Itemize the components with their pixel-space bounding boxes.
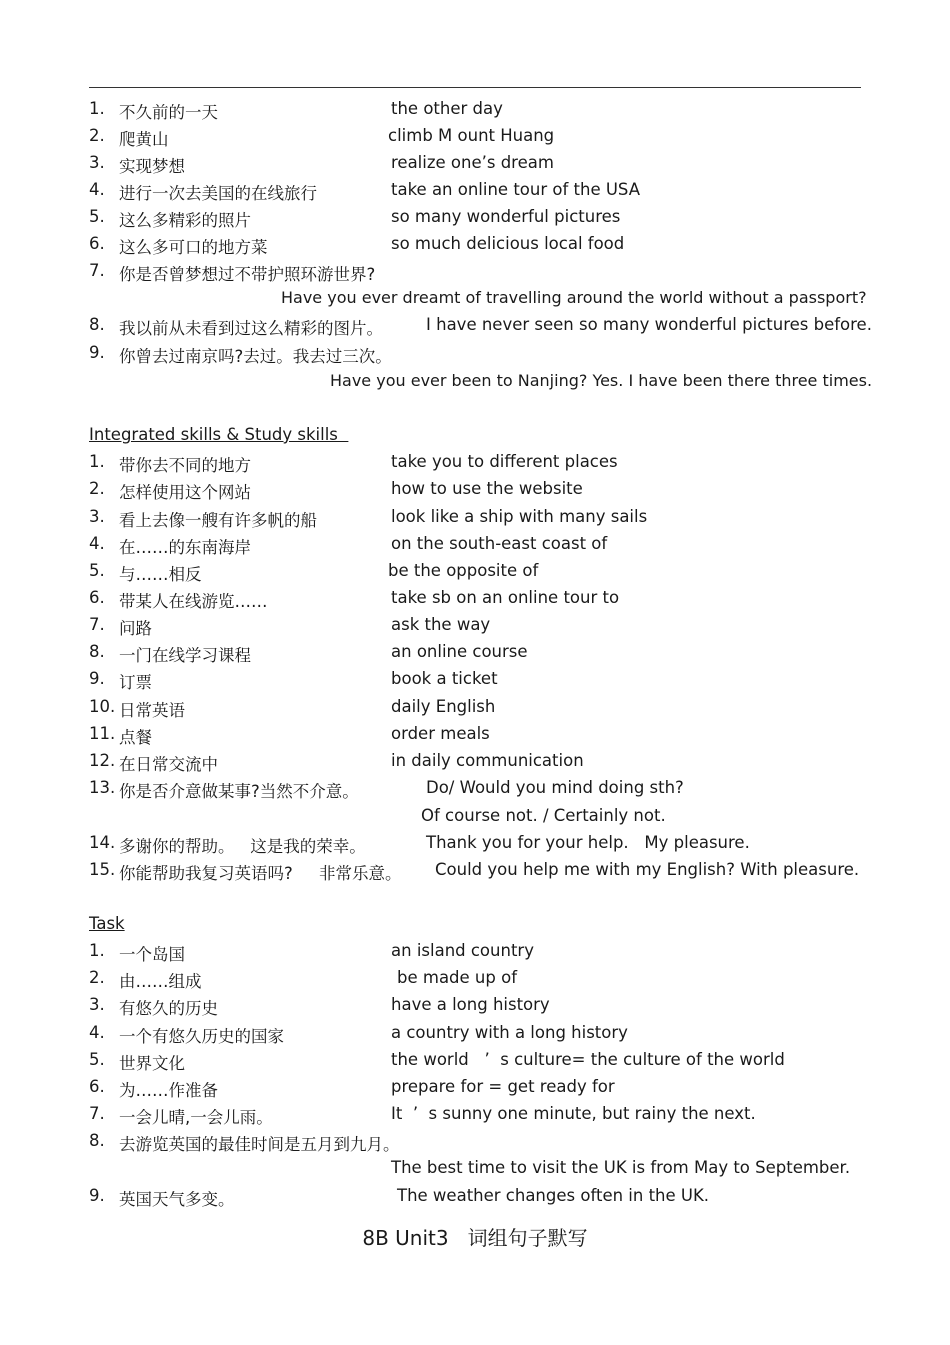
chinese-phrase: 由……组成: [119, 972, 202, 991]
english-phrase: a country with a long history: [391, 1023, 628, 1042]
item-number: 9.: [89, 1186, 105, 1205]
item-number: 4.: [89, 1023, 105, 1042]
page-footer-title: 8B Unit3 词组句子默写: [362, 1226, 588, 1250]
chinese-phrase: 我以前从未看到过这么精彩的图片。: [119, 319, 383, 338]
item-number: 5.: [89, 561, 105, 580]
chinese-phrase: 与……相反: [119, 565, 202, 584]
chinese-phrase: 怎样使用这个网站: [119, 483, 251, 502]
chinese-phrase: 问路: [119, 619, 152, 638]
item-number: 2.: [89, 126, 105, 145]
chinese-phrase: 爬黄山: [119, 130, 169, 149]
english-phrase: realize one’s dream: [391, 153, 554, 172]
item-number: 7.: [89, 615, 105, 634]
item-number: 6.: [89, 1077, 105, 1096]
english-phrase: order meals: [391, 724, 490, 743]
english-phrase: an online course: [391, 642, 528, 661]
chinese-phrase: 带你去不同的地方: [119, 456, 251, 475]
english-phrase: an island country: [391, 941, 534, 960]
item-number: 4.: [89, 534, 105, 553]
english-phrase: The best time to visit the UK is from May to September.: [391, 1158, 851, 1177]
english-phrase: Do/ Would you mind doing sth?: [426, 778, 684, 797]
english-phrase: book a ticket: [391, 669, 498, 688]
item-number: 1.: [89, 452, 105, 471]
english-phrase: take you to different places: [391, 452, 618, 471]
item-number: 10.: [89, 697, 116, 716]
chinese-phrase: 进行一次去美国的在线旅行: [119, 184, 317, 203]
chinese-phrase: 在……的东南海岸: [119, 538, 251, 557]
item-number: 1.: [89, 941, 105, 960]
item-number: 7.: [89, 261, 105, 280]
chinese-phrase: 为……作准备: [119, 1081, 218, 1100]
english-phrase: look like a ship with many sails: [391, 507, 648, 526]
chinese-phrase: 多谢你的帮助。 这是我的荣幸。: [119, 837, 366, 856]
english-phrase: It ’ s sunny one minute, but rainy the next.: [391, 1104, 756, 1123]
chinese-phrase: 这么多精彩的照片: [119, 211, 251, 230]
chinese-phrase: 看上去像一艘有许多帆的船: [119, 511, 317, 530]
chinese-phrase: 你曾去过南京吗?去过。我去过三次。: [119, 347, 392, 366]
item-number: 8.: [89, 315, 105, 334]
english-phrase: the other day: [391, 99, 503, 118]
item-number: 8.: [89, 642, 105, 661]
item-number: 12.: [89, 751, 116, 770]
english-phrase: climb M ount Huang: [388, 126, 555, 145]
english-phrase: so much delicious local food: [391, 234, 625, 253]
item-number: 2.: [89, 479, 105, 498]
item-number: 8.: [89, 1131, 105, 1150]
english-phrase: Have you ever dreamt of travelling around the world without a passport?: [281, 288, 867, 307]
item-number: 9.: [89, 343, 105, 362]
item-number: 7.: [89, 1104, 105, 1123]
item-number: 3.: [89, 507, 105, 526]
item-number: 6.: [89, 588, 105, 607]
item-number: 5.: [89, 1050, 105, 1069]
chinese-phrase: 带某人在线游览……: [119, 592, 268, 611]
item-number: 4.: [89, 180, 105, 199]
english-phrase-continued: Of course not. / Certainly not.: [421, 806, 666, 825]
english-phrase: ask the way: [391, 615, 491, 634]
chinese-phrase: 有悠久的历史: [119, 999, 218, 1018]
chinese-phrase: 在日常交流中: [119, 755, 218, 774]
english-phrase: take an online tour of the USA: [391, 180, 640, 199]
english-phrase: The weather changes often in the UK.: [397, 1186, 710, 1205]
item-number: 9.: [89, 669, 105, 688]
item-number: 15.: [89, 860, 116, 879]
english-phrase: be the opposite of: [388, 561, 539, 580]
english-phrase: how to use the website: [391, 479, 583, 498]
english-phrase: prepare for = get ready for: [391, 1077, 615, 1096]
chinese-phrase: 一门在线学习课程: [119, 646, 251, 665]
chinese-phrase: 这么多可口的地方菜: [119, 238, 268, 257]
item-number: 5.: [89, 207, 105, 226]
chinese-phrase: 一个岛国: [119, 945, 185, 964]
item-number: 3.: [89, 153, 105, 172]
chinese-phrase: 点餐: [119, 728, 152, 747]
section-heading: Task: [89, 914, 125, 933]
english-phrase: the world ’ s culture= the culture of the world: [391, 1050, 785, 1069]
chinese-phrase: 不久前的一天: [119, 103, 218, 122]
english-phrase: daily English: [391, 697, 496, 716]
english-phrase: so many wonderful pictures: [391, 207, 621, 226]
chinese-phrase: 去游览英国的最佳时间是五月到九月。: [119, 1135, 400, 1154]
english-phrase: on the south-east coast of: [391, 534, 608, 553]
chinese-phrase: 订票: [119, 673, 152, 692]
item-number: 3.: [89, 995, 105, 1014]
english-phrase: take sb on an online tour to: [391, 588, 620, 607]
english-phrase: I have never seen so many wonderful pictures before.: [426, 315, 872, 334]
english-phrase: Thank you for your help. My pleasure.: [426, 833, 750, 852]
chinese-phrase: 日常英语: [119, 701, 185, 720]
chinese-phrase: 你能帮助我复习英语吗? 非常乐意。: [119, 864, 402, 883]
item-number: 2.: [89, 968, 105, 987]
chinese-phrase: 世界文化: [119, 1054, 185, 1073]
section-heading: Integrated skills & Study skills: [89, 425, 349, 444]
item-number: 14.: [89, 833, 116, 852]
english-phrase: have a long history: [391, 995, 550, 1014]
english-phrase: Could you help me with my English? With pleasure.: [435, 860, 860, 879]
top-rule: [89, 87, 861, 88]
item-number: 13.: [89, 778, 116, 797]
chinese-phrase: 你是否介意做某事?当然不介意。: [119, 782, 359, 801]
chinese-phrase: 你是否曾梦想过不带护照环游世界?: [119, 265, 376, 284]
chinese-phrase: 一个有悠久历史的国家: [119, 1027, 284, 1046]
item-number: 6.: [89, 234, 105, 253]
item-number: 11.: [89, 724, 116, 743]
chinese-phrase: 一会儿晴,一会儿雨。: [119, 1108, 273, 1127]
item-number: 1.: [89, 99, 105, 118]
chinese-phrase: 实现梦想: [119, 157, 185, 176]
english-phrase: Have you ever been to Nanjing? Yes. I have been there three times.: [330, 371, 873, 390]
english-phrase: be made up of: [397, 968, 518, 987]
chinese-phrase: 英国天气多变。: [119, 1190, 235, 1209]
english-phrase: in daily communication: [391, 751, 584, 770]
